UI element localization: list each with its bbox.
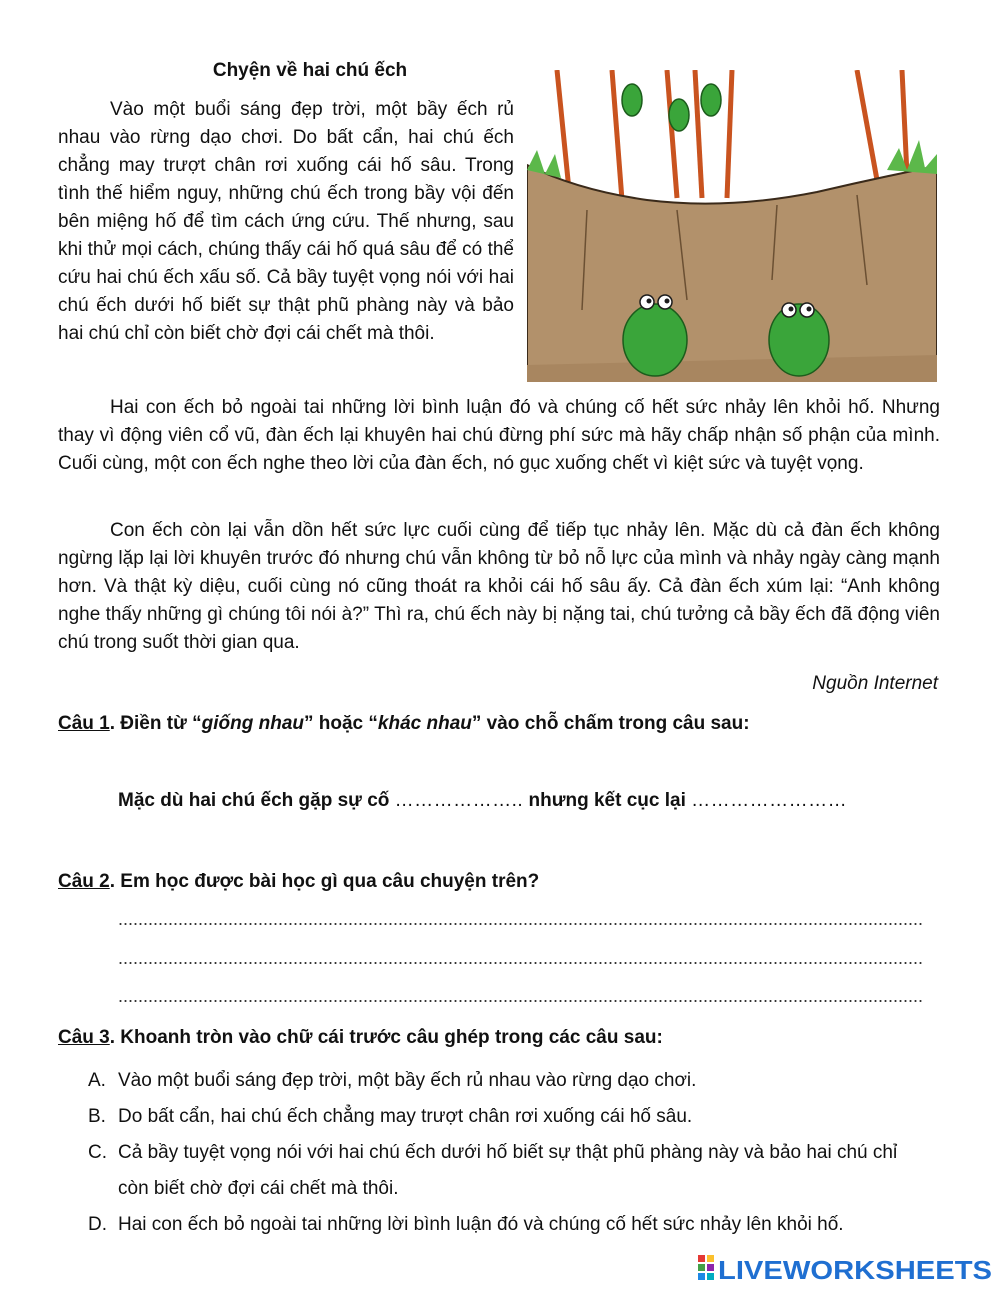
option-letter[interactable]: D. [88, 1214, 107, 1235]
option-text: Vào một buổi sáng đẹp trời, một bầy ếch rủ nhau vào rừng dạo chơi. [118, 1070, 697, 1091]
option-text: Hai con ếch bỏ ngoài tai những lời bình luận đó và chúng cố hết sức nhảy lên khỏi hố. [118, 1214, 844, 1235]
frogs-in-pit-illustration [527, 70, 937, 382]
option-letter[interactable]: B. [88, 1106, 106, 1127]
question-1-sentence: Mặc dù hai chú ếch gặp sự cố ……………….. nhưng kết cục lại …………………… [118, 790, 848, 811]
word-option-same: giống nhau [201, 713, 304, 734]
logo-text: LIVEWORKSHEETS [718, 1255, 992, 1283]
option-text: Do bất cẩn, hai chú ếch chẳng may trượt chân rơi xuống cái hố sâu. [118, 1106, 693, 1127]
question-3-heading: Câu 3. Khoanh tròn vào chữ cái trước câu ghép trong các câu sau: [58, 1027, 663, 1048]
question-3-options [88, 1063, 928, 1243]
story-title: Chyện về hai chú ếch [212, 60, 408, 81]
question-1-heading: Câu 1. Điền từ “giống nhau” hoặc “khác nhau” vào chỗ chấm trong câu sau: [58, 713, 750, 734]
option-b[interactable] [88, 1099, 928, 1135]
story-paragraph-3: Con ếch còn lại vẫn dồn hết sức lực cuối cùng để tiếp tục nhảy lên. Mặc dù cả đàn ếch không ngừng lặp lại lời khuyên trước đó nhưng chú vẫn không từ bỏ nỗ lực của mình và nhảy ngày càng mạnh hơn. Và thật kỳ diệu, cuối cùng nó cũng thoát ra khỏi cái hố sâu ấy. Cả đàn ếch xúm lại: “Anh không nghe thấy những gì chúng tôi nói à?” Thì ra, chú ếch này bị nặng tai, chú tưởng cả bầy ếch đã động viên chú trong suốt thời gian qua. [58, 520, 940, 653]
answer-blank-2[interactable]: …………………… [691, 790, 848, 811]
story-paragraph-1: Vào một buổi sáng đẹp trời, một bầy ếch rủ nhau vào rừng dạo chơi. Do bất cẩn, hai chú ếch chẳng may trượt chân rơi xuống cái hố sâu. Trong tình thế hiểm nguy, những chú ếch trong bầy vội đến bên miệng hố để tìm cách ứng cứu. Thế nhưng, sau khi thử mọi cách, chúng thấy cái hố quá sâu để có thể cứu hai chú ếch xấu số. Cả bầy tuyệt vọng nói với hai chú ếch dưới hố biết sự thật phũ phàng này và bảo hai chú chỉ còn biết chờ đợi cái chết mà thôi. [58, 99, 514, 344]
story-paragraph-2: Hai con ếch bỏ ngoài tai những lời bình luận đó và chúng cố hết sức nhảy lên khỏi hố. Nhưng thay vì động viên cổ vũ, đàn ếch lại khuyên hai chú đừng phí sức mà hãy chấp nhận số phận của mình. Cuối cùng, một con ếch nghe theo lời của đàn ếch, nó gục xuống chết vì kiệt sức và tuyệt vọng. [58, 397, 940, 474]
question-3-number: Câu 3 [58, 1027, 110, 1048]
answer-blank-1[interactable]: ……………….. [394, 790, 524, 811]
question-2-heading: Câu 2. Em học được bài học gì qua câu chuyện trên? [58, 871, 540, 892]
option-text: Cả bầy tuyệt vọng nói với hai chú ếch dưới hố biết sự thật phũ phàng này và bảo hai chú chỉ còn biết chờ đợi cái chết mà thôi. [118, 1142, 898, 1199]
option-a[interactable] [88, 1063, 928, 1099]
answer-line-2[interactable] [118, 961, 922, 965]
word-option-different: khác nhau [377, 713, 472, 734]
option-c[interactable] [88, 1135, 928, 1207]
question-2-number: Câu 2 [58, 871, 110, 892]
option-letter[interactable]: A. [88, 1070, 106, 1091]
option-d[interactable] [88, 1207, 928, 1243]
answer-line-1[interactable] [118, 922, 922, 926]
question-1-number: Câu 1 [58, 713, 110, 734]
option-letter[interactable]: C. [88, 1142, 107, 1163]
answer-line-3[interactable] [118, 999, 922, 1003]
liveworksheets-logo [698, 1253, 994, 1283]
story-source: Nguồn Internet [812, 673, 938, 694]
